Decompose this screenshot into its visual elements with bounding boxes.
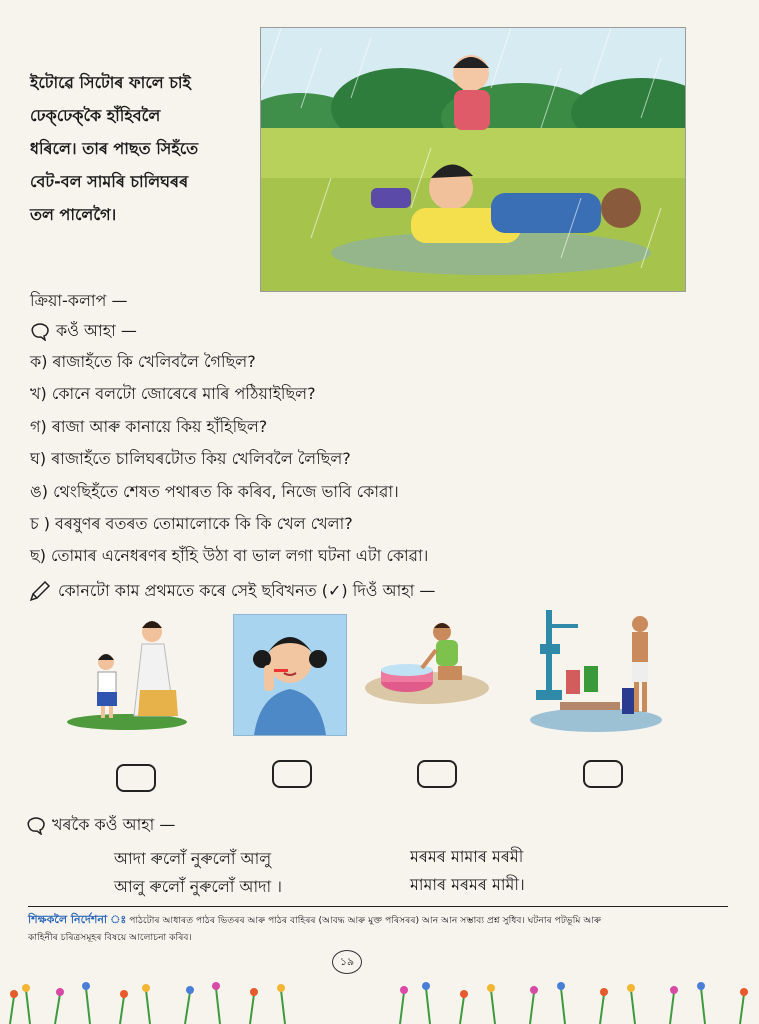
picture-3-checkbox[interactable] xyxy=(417,760,457,788)
page-number: ১৯ xyxy=(332,950,362,974)
rhyme-line: মৰমৰ মামাৰ মৰমী xyxy=(410,847,524,866)
boy-washing-clothes-picture xyxy=(362,610,492,710)
question-item: ঙ) থেংছিহঁতে শেষত পথাৰত কি কৰিব, নিজে ভাবি কোৱা। xyxy=(30,481,399,501)
children-playing-in-rain-illustration xyxy=(260,27,686,292)
teacher-note-line: পাঠটোৰ আধাৰত পাঠৰ ভিতৰৰ আৰু পাঠৰ বাহিৰৰ (আবদ্ধ আৰু মুক্ত পৰিসৰৰ) আন আন সম্ভাব্য প্ৰশ্ন সুধিব। ঘটনাৰ পটভূমি আৰু xyxy=(129,915,601,926)
question-item: ছ) তোমাৰ এনেধৰণৰ হাঁহি উঠা বা ভাল লগা ঘটনা এটা কোৱা। xyxy=(30,546,429,566)
ask-heading-label: কওঁ আহা — xyxy=(56,321,137,340)
question-item: খ) কোনে বলটো জোৰেৰে মাৰি পঠিয়াইছিল? xyxy=(30,384,316,404)
girl-brushing-teeth-picture xyxy=(233,614,347,736)
intro-line: বেট-বল সামৰি চালিঘৰৰ xyxy=(30,172,189,191)
tongue-twister-left xyxy=(114,845,282,901)
ask-heading xyxy=(30,318,137,345)
intro-line: তল পালেগৈ। xyxy=(30,205,117,224)
order-task-instruction xyxy=(28,578,435,605)
picture-2-checkbox[interactable] xyxy=(272,760,312,788)
activities-title: ক্ৰিয়া-কলাপ — xyxy=(30,291,128,310)
teacher-note-label: শিক্ষকলৈ নিৰ্দেশনা ঃ xyxy=(28,913,127,926)
flower-border-decoration xyxy=(0,960,759,1024)
question-item: ক) ৰাজাহঁতে কি খেলিবলৈ গৈছিল? xyxy=(30,352,256,371)
intro-paragraph xyxy=(30,66,258,231)
rhyme-heading xyxy=(26,812,175,839)
question-item: গ) ৰাজা আৰু কানায়ে কিয় হাঁহিছিল? xyxy=(30,416,268,436)
intro-line: ইটোৱে সিটোৰ ফালে চাই xyxy=(30,73,191,92)
question-list xyxy=(30,346,428,573)
question-item: চ ) বৰষুণৰ বতৰত তোমালোকে কি কি খেল খেলা? xyxy=(30,514,353,534)
intro-line: ঢেক্‌ঢেক্‌কৈ হাঁহিবলৈ xyxy=(30,106,161,125)
mother-taking-child-to-school-picture xyxy=(64,610,190,730)
picture-4-checkbox[interactable] xyxy=(583,760,623,788)
speech-bubble-icon xyxy=(26,817,46,835)
pencil-icon xyxy=(28,581,52,603)
teacher-note-line: কাহিনীৰ চৰিত্ৰসমূহৰ বিষয়ে আলোচনা কৰিব। xyxy=(28,932,192,943)
picture-1-checkbox[interactable] xyxy=(116,764,156,792)
rhyme-line: মামাৰ মৰমৰ মামী। xyxy=(410,875,525,894)
boy-bathing-at-tubewell-picture xyxy=(526,604,666,734)
rhyme-line: আদা ৰুলোঁ নুৰুলোঁ আলু xyxy=(114,849,272,868)
question-item: ঘ) ৰাজাহঁতে চালিঘৰটোত কিয় খেলিবলৈ লৈছিল? xyxy=(30,449,351,469)
intro-line: ধৰিলে। তাৰ পাছত সিহঁতে xyxy=(30,139,199,158)
order-task-text: কোনটো কাম প্ৰথমতে কৰে সেই ছবিখনত (✓) দিওঁ আহা — xyxy=(58,581,436,600)
rhyme-line: আলু ৰুলোঁ নুৰুলোঁ আদা । xyxy=(114,877,282,896)
rhyme-heading-label: খৰকৈ কওঁ আহা — xyxy=(52,815,176,834)
tongue-twister-right xyxy=(410,843,525,899)
teacher-instruction-note xyxy=(28,906,728,946)
speech-bubble-icon xyxy=(30,323,50,341)
